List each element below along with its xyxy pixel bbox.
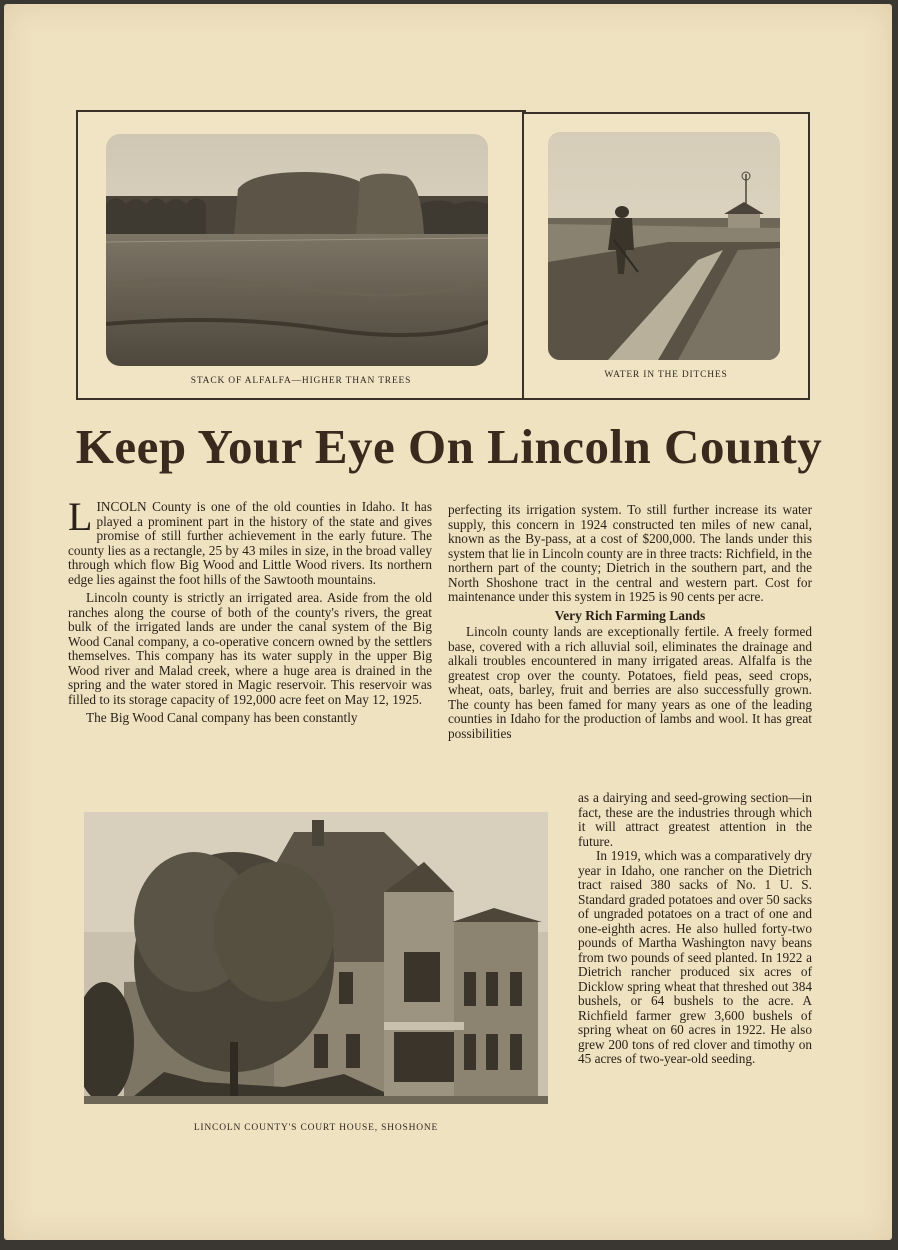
intro-text: INCOLN County is one of the old counties in Idaho. It has played a prominent part in the history of the state and gives promise of still further achievement in the early future. The county lies as a rectangle, 25 by 43 miles in size, in the broad valley through which flow Big Wood and Little Wood rivers. Its northern edge lies against the foot hills of the Sawtooth mountains. — [68, 499, 432, 587]
alfalfa-photo — [106, 134, 488, 366]
ditches-photo-frame — [522, 112, 810, 400]
article-column-narrow — [578, 791, 812, 1067]
ditches-caption: WATER IN THE DITCHES — [604, 370, 728, 380]
courthouse-photo — [84, 812, 548, 1104]
alfalfa-photo-frame — [76, 110, 526, 400]
article-paragraph: Lincoln county lands are exceptionally fertile. A freely formed base, covered with a rich alluvial soil, eliminates the drainage and alkali troubles encountered in many irrigated areas. Alfalfa is the greatest crop over the county. Potatoes, field peas, seed crops, wheat, oats, barley, fruit and berries are also successfully grown. The county has been famed for many years as one of the leading counties in Idaho for the production of lambs and wool. It has great possibilities — [448, 624, 812, 741]
ditches-photo — [548, 132, 780, 360]
article-paragraph: Lincoln county is strictly an irrigated area. Aside from the old ranches along the course of both of the county's rivers, the great bulk of the irrigated lands are under the canal system of the Big Wood Canal company, a co-operative concern owned by the settlers themselves. This company has its water supply in the upper Big Wood river and Malad creek, where a huge area is drained in the spring and the water stored in Magic reservoir. This reservoir was filled to its storage capacity of 192,000 acre feet on May 12, 1925. — [68, 590, 432, 707]
drop-cap: L — [68, 494, 93, 539]
article-column-right — [448, 503, 812, 745]
alfalfa-caption: STACK OF ALFALFA—HIGHER THAN TREES — [190, 376, 412, 386]
article-paragraph-cont: as a dairying and seed-growing section—in fact, these are the industries through which it will attract greatest attention in the future. — [578, 790, 812, 849]
article-paragraph: The Big Wood Canal company has been constantly — [86, 710, 358, 725]
article-column-left — [68, 494, 432, 730]
courthouse-caption: LINCOLN COUNTY'S COURT HOUSE, SHOSHONE — [193, 1123, 439, 1133]
article-paragraph: In 1919, which was a comparatively dry year in Idaho, one rancher on the Dietrich tract raised 380 sacks of No. 1 U. S. Standard graded potatoes and over 50 sacks of ungraded potatoes on a tract of one and one-eighth acres. He also hulled forty-two pounds of Martha Washington navy beans from two pounds of seed planted. In 1922 a Dietrich rancher produced six acres of Dicklow spring wheat that threshed out 384 bushels, or 64 bushels to the acre. A Richfield farmer grew 3,600 bushels of spring wheat on 60 acres in 1922. He also grew 200 tons of red clover and timothy on 45 acres of two-year-old seeding. — [578, 848, 812, 1066]
article-paragraph-intro — [68, 494, 432, 587]
article-paragraph-cont: perfecting its irrigation system. To still further increase its water supply, this concern in 1924 constructed ten miles of new canal, known as the By-pass, at a cost of $200,000. The lands under this system that lie in Lincoln county are in three tracts: Richfield, in the northern part of the county; Dietrich in the southern part, and the North Shoshone tract in the central and western part. Cost for maintenance under this system in 1925 is 90 cents per acre. — [448, 502, 812, 604]
page-title: Keep Your Eye On Lincoln County — [75, 419, 823, 474]
section-heading: Very Rich Farming Lands — [554, 607, 706, 623]
